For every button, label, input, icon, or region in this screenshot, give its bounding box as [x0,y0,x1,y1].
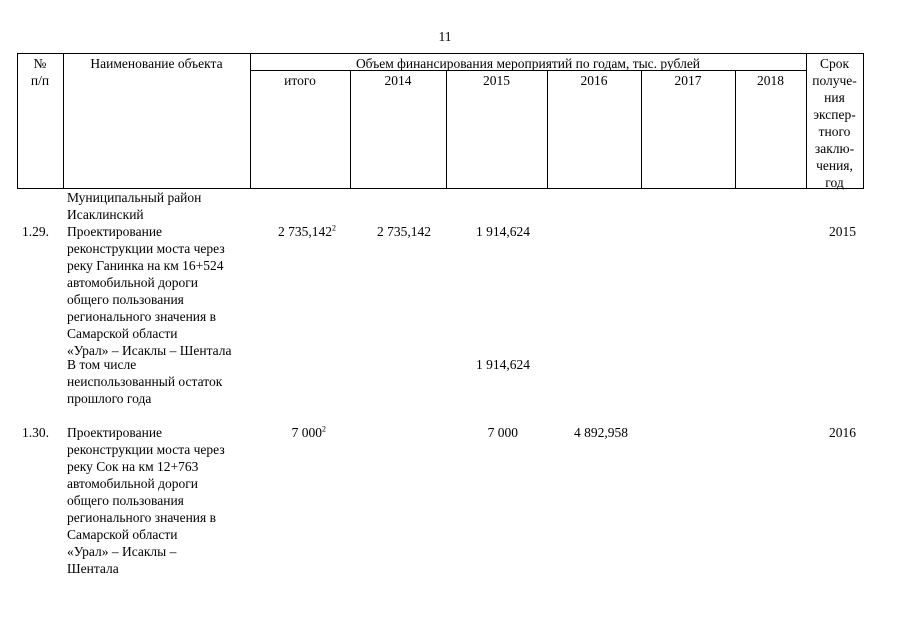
header-name: Наименование объекта [90,56,223,71]
object-name: Проектирование реконструкции моста через реку Ганинка на км 16+524 автомобильной дороги общего пользования регионального значения в Самарской области «Урал» – Исаклы – Шентала [67,224,232,358]
row-number: 1.29. [22,224,49,239]
object-name: Проектирование реконструкции моста через реку Сок на км 12+763 автомобильной дороги общего пользования регионального значения в Самарской области «Урал» – Исаклы – Шентала [67,425,225,576]
header-2014: 2014 [384,73,412,88]
header-total: итого [284,73,316,88]
header-funding: Объем финансирования мероприятий по годам, тыс. рублей [355,56,701,71]
value-2016: 4 892,958 [574,425,628,440]
district-label: Муниципальный район Исаклинский [67,190,202,222]
value-2015: 1 914,624 [476,224,530,239]
value-2015: 7 000 [487,425,518,440]
header-2015: 2015 [483,73,510,88]
header-2017: 2017 [674,73,702,88]
header-2016: 2016 [580,73,608,88]
header-number: № п/п [30,56,50,88]
row-number: 1.30. [22,425,49,440]
value-term: 2015 [829,224,856,239]
value-2014: 2 735,142 [377,224,431,239]
sub-row-value-2015: 1 914,624 [476,357,530,372]
page-number: 11 [438,29,452,44]
header-2018: 2018 [757,73,784,88]
value-total: 7 $000^2$ [291,424,326,440]
value-total: 2 735,142$^2$ [278,223,336,239]
value-term: 2016 [829,425,856,440]
header-term: Срок получе- ния экспер- тного заклю- чения, год [812,56,857,190]
sub-row-name: В том числе неиспользованный остаток прошлого года [67,357,223,406]
